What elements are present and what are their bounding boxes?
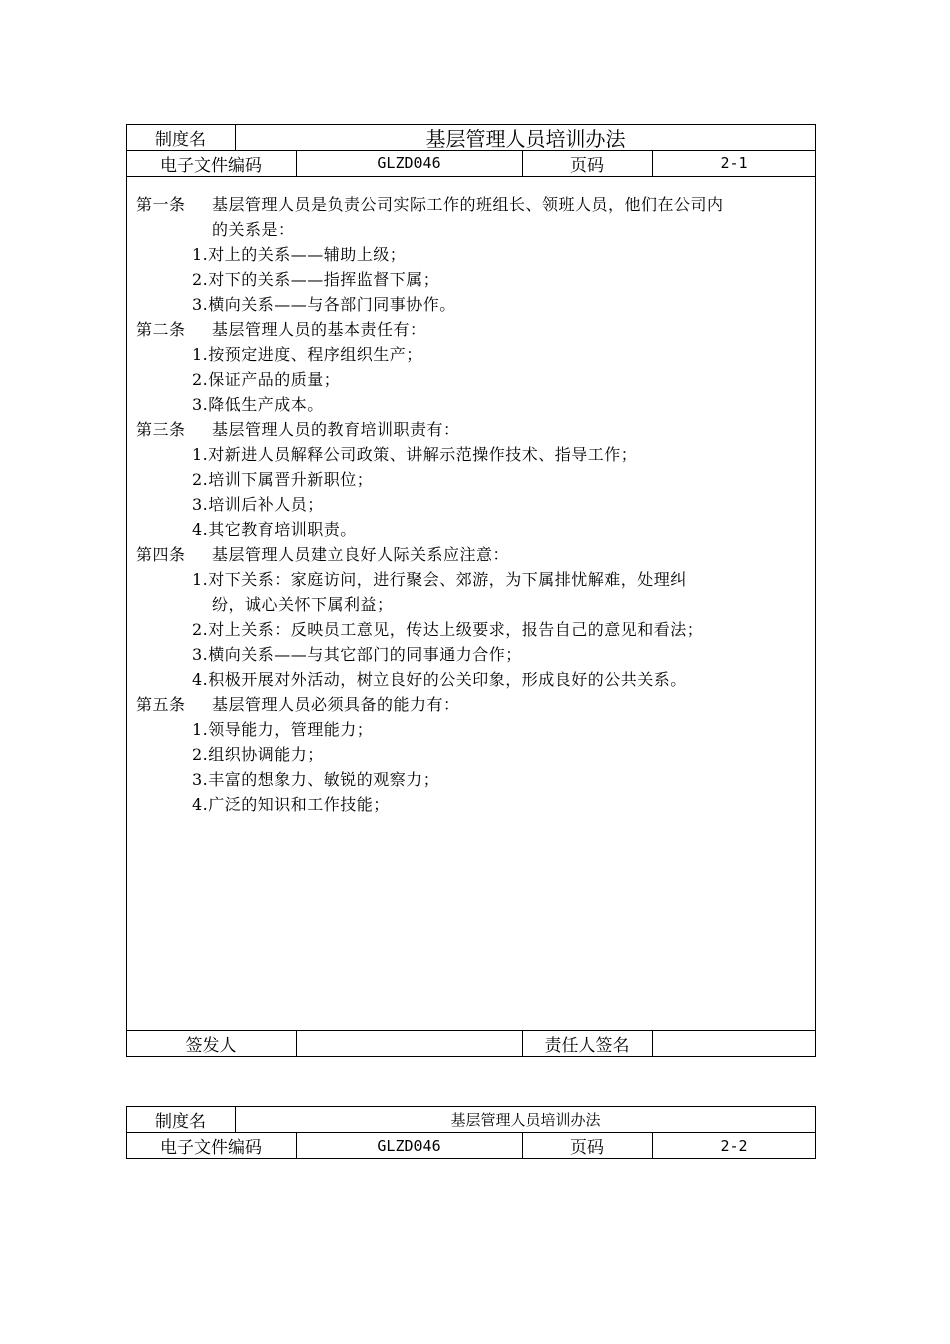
list-item: 3.培训后补人员； [192,495,324,514]
document-body [136,192,812,817]
list-item: 4.广泛的知识和工作技能； [192,795,390,814]
article-label: 第二条 [136,320,186,339]
list-item: 1.按预定进度、程序组织生产； [192,345,423,364]
rule-name-label: 制度名 [155,129,206,150]
rule-title: 基层管理人员培训办法 [450,1110,601,1129]
article-text-continued: 的关系是： [212,220,295,239]
article-label: 第四条 [136,545,186,564]
article-label: 第五条 [136,695,186,714]
file-code-label: 电子文件编码 [160,155,262,176]
responsible-signature-field[interactable] [652,1030,816,1057]
article-2 [136,317,812,342]
responsible-signature-label: 责任人签名 [544,1036,630,1056]
article-text: 基层管理人员是负责公司实际工作的班组长、领班人员，他们在公司内 [212,195,724,214]
list-item: 4.其它教育培训职责。 [192,520,357,539]
article-text: 基层管理人员的基本责任有： [212,320,427,339]
list-item: 2.对下的关系——指挥监督下属； [192,270,440,289]
issuer-field[interactable] [296,1030,522,1057]
list-item: 3.丰富的想象力、敏锐的观察力； [192,770,440,789]
article-text: 基层管理人员必须具备的能力有： [212,695,460,714]
article-1 [136,192,812,217]
article-5 [136,692,812,717]
list-item: 2.组织协调能力； [192,745,324,764]
list-item: 1.对新进人员解释公司政策、讲解示范操作技术、指导工作； [192,445,638,464]
page-number-label: 页码 [570,1138,604,1158]
article-text: 基层管理人员的教育培训职责有： [212,420,460,439]
list-item: 2.对上关系：反映员工意见，传达上级要求，报告自己的意见和看法； [192,620,704,639]
article-label: 第一条 [136,195,186,214]
article-text: 基层管理人员建立良好人际关系应注意： [212,545,510,564]
list-item: 1.对下关系：家庭访问，进行聚会、郊游，为下属排忧解难，处理纠 [192,570,687,589]
header-bottom-line [126,176,816,177]
list-item: 3.横向关系——与各部门同事协作。 [192,295,456,314]
issuer-label: 签发人 [185,1036,237,1056]
article-4 [136,542,812,567]
page-number-value: 2-1 [720,154,748,172]
list-item-continued: 纷，诚心关怀下属利益； [212,595,394,614]
file-code-value: GLZD046 [377,154,441,172]
article-3 [136,417,812,442]
list-item: 3.降低生产成本。 [192,395,324,414]
article-label: 第三条 [136,420,186,439]
list-item: 2.培训下属晋升新职位； [192,470,374,489]
page-number-value: 2-2 [720,1136,748,1155]
file-code-value: GLZD046 [377,1136,441,1155]
list-item: 4.积极开展对外活动，树立良好的公关印象，形成良好的公共关系。 [192,670,687,689]
rule-title: 基层管理人员培训办法 [425,126,626,151]
file-code-label: 电子文件编码 [160,1138,262,1158]
rule-name-label: 制度名 [155,1111,206,1132]
page-number-label: 页码 [570,155,604,176]
list-item: 1.对上的关系——辅助上级； [192,245,407,264]
list-item: 3.横向关系——与其它部门的同事通力合作； [192,645,522,664]
list-item: 2.保证产品的质量； [192,370,341,389]
list-item: 1.领导能力，管理能力； [192,720,374,739]
